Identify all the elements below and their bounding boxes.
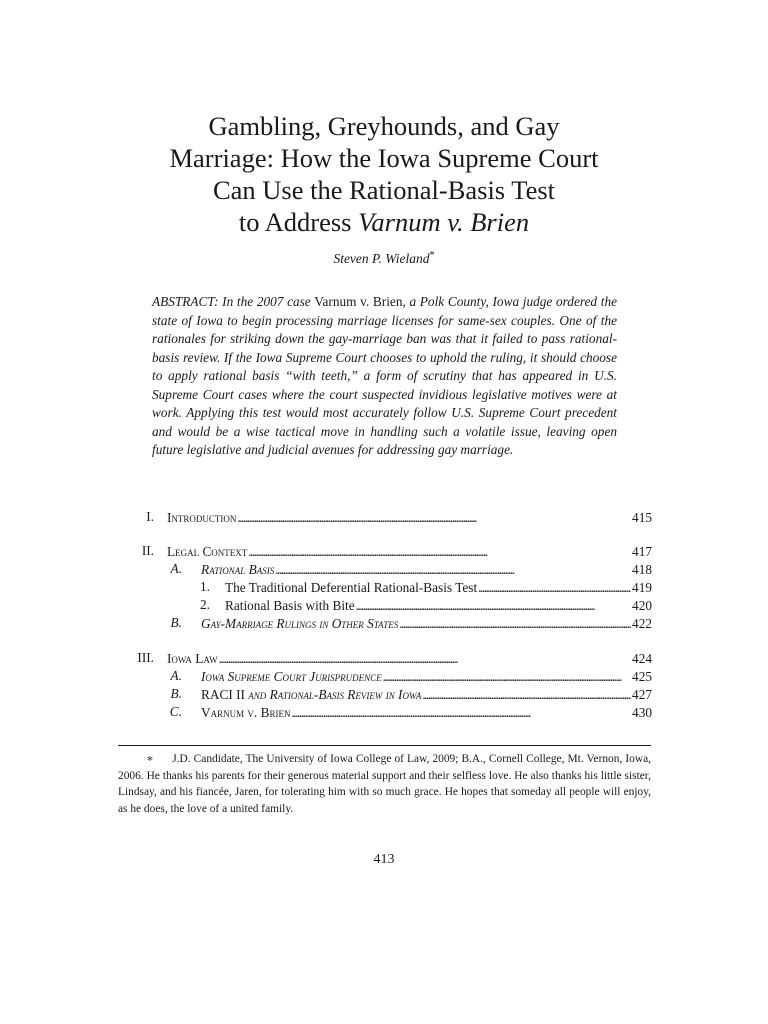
toc-label: Rational Basis [201, 562, 275, 577]
toc-leader [248, 543, 631, 561]
toc-leader [383, 668, 631, 686]
toc-page: 430 [632, 705, 652, 720]
toc-num: 1. [200, 579, 210, 594]
toc-entry-rational-basis[interactable] [201, 561, 652, 579]
toc-label: Gay-Marriage Rulings in Other States [201, 616, 399, 631]
toc-page: 418 [632, 562, 652, 577]
title-line-4-prefix: to Address [238, 207, 359, 237]
author-footnote [118, 751, 651, 817]
toc-page: 424 [632, 651, 652, 666]
title-line-3: Can Use the Rational-Basis Test [212, 175, 556, 205]
toc-leader [356, 597, 631, 615]
toc-label: Rational Basis with Bite [225, 598, 355, 613]
toc-page: 422 [632, 616, 652, 631]
toc-num: B. [170, 686, 182, 701]
toc-entry-gay-marriage-rulings[interactable] [201, 615, 652, 633]
toc-entry-traditional-test[interactable] [225, 579, 652, 597]
toc-page: 427 [632, 687, 652, 702]
toc-label: Introduction [167, 510, 237, 525]
footnote-divider [118, 745, 651, 746]
toc-entry-raci-ii[interactable] [201, 686, 652, 704]
toc-leader [422, 686, 631, 704]
toc-leader [399, 615, 631, 633]
abstract-part-2: , a Polk County, Iowa judge ordered the state of Iowa to begin processing marriage licenses for same-sex couples. One of the rationales for striking down the gay-marriage ban was that it failed to pass rational-basis review. If the Iowa Supreme Court chooses to uphold the ruling, it should choose to apply rational basis “with teeth,” a form of scrutiny that has appeared in U.S. Supreme Court cases where the court suspected invidious legislative motives were at work. Applying this test would most accurately follow U.S. Supreme Court precedent and would be a wise tactical move in handling such a volatile issue, leaving open future legislative and judicial avenues for addressing gay marriage. [152, 294, 617, 457]
toc-entry-introduction[interactable] [167, 509, 652, 527]
toc-label: Varnum v. Brien [201, 705, 291, 720]
toc-label: Legal Context [167, 544, 248, 559]
title-line-2: Marriage: How the Iowa Supreme Court [169, 143, 599, 173]
toc-page: 417 [632, 544, 652, 559]
toc-entry-rational-basis-bite[interactable] [225, 597, 652, 615]
author-footnote-mark[interactable]: * [429, 250, 435, 261]
toc-num: B. [170, 615, 182, 630]
footnote-mark: ∗ [146, 753, 154, 765]
toc-entry-legal-context[interactable] [167, 543, 652, 561]
toc-leader [478, 579, 631, 597]
toc-num: C. [169, 704, 182, 719]
toc-page: 419 [632, 580, 652, 595]
toc-num: 2. [200, 597, 210, 612]
title-case-name: Varnum v. Brien [358, 207, 530, 237]
toc-num: A. [170, 668, 182, 683]
toc-leader [219, 650, 631, 668]
author-name: Steven P. Wieland [333, 251, 430, 266]
toc-leader [275, 561, 631, 579]
toc-num: III. [137, 650, 154, 665]
title-line-1: Gambling, Greyhounds, and Gay [208, 111, 560, 141]
toc-label: RACI II and Rational-Basis Review in Iowa [201, 687, 422, 702]
footnote-text: J.D. Candidate, The University of Iowa College of Law, 2009; B.A., Cornell College, Mt. Vernon, Iowa, 2006. He thanks his parents for their generous material support and their selfless love. He also thanks his little sister, Lindsay, and his fiancée, Jaren, for tolerating him with so much grace. He hopes that someday all people will enjoy, as he does, the love of a united family. [118, 753, 651, 815]
toc-page: 425 [632, 669, 652, 684]
page-number: 413 [373, 852, 395, 867]
toc-entry-iowa-jurisprudence[interactable] [201, 668, 652, 686]
toc-label: Iowa Supreme Court Jurisprudence [201, 669, 382, 684]
toc-num: II. [141, 543, 154, 558]
toc-label: Iowa Law [167, 651, 218, 666]
toc-page: 420 [632, 598, 652, 613]
toc-num: A. [170, 561, 182, 576]
toc-num: I. [146, 509, 154, 524]
toc-leader [237, 509, 631, 527]
toc-page: 415 [632, 510, 652, 525]
abstract-part-1: ABSTRACT: In the 2007 case [152, 294, 315, 309]
toc-leader [291, 704, 631, 722]
toc-entry-varnum[interactable] [201, 704, 652, 722]
abstract-case-name: Varnum v. Brien [314, 294, 403, 309]
toc-entry-iowa-law[interactable] [167, 650, 652, 668]
toc-label: The Traditional Deferential Rational-Basis Test [225, 580, 478, 595]
